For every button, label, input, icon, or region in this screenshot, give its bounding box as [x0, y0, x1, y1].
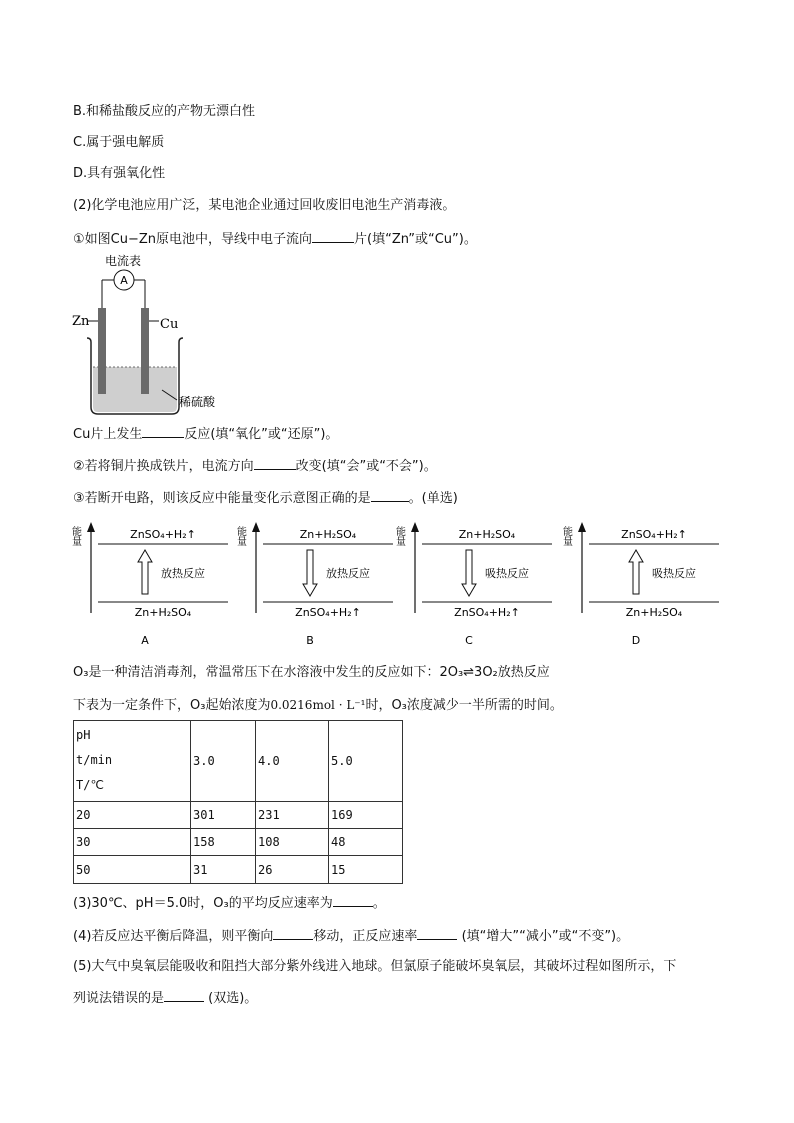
energy-axis-label: 能量: [393, 526, 405, 546]
q2-intro: (2)化学电池应用广泛，某电池企业通过回收废旧电池生产消毒液。: [73, 198, 456, 213]
energy-axis-label: 能量: [69, 526, 81, 546]
energy-diagram-a: [70, 522, 229, 647]
arrow-up-icon: [138, 550, 152, 594]
cu-label: Cu: [160, 317, 179, 332]
header-time: t/min: [76, 753, 113, 767]
q2-sub1-text-a: ①如图Cu−Zn原电池中，导线中电子流向: [73, 232, 313, 247]
time-cell: 26: [256, 856, 329, 884]
answer-blank[interactable]: [273, 926, 313, 940]
energy-diagram-b: [235, 522, 394, 647]
bottom-species-label: Zn+H₂SO₄: [134, 606, 192, 619]
q4-text-b: 移动，正反应速率: [313, 929, 418, 944]
reaction-type-label: 吸热反应: [652, 567, 696, 580]
answer-blank[interactable]: [164, 988, 204, 1002]
top-species-label: ZnSO₄+H₂↑: [130, 528, 196, 541]
energy-diagram-d: [561, 522, 720, 647]
energy-axis-label: 能量: [234, 526, 246, 546]
option-b: B.和稀盐酸反应的产物无漂白性: [73, 104, 256, 119]
option-label: C: [465, 634, 473, 647]
q2-sub2-text-b: 改变(填“会”或“不会”)。: [295, 459, 437, 474]
answer-blank[interactable]: [371, 488, 409, 502]
q4-text-c: (填“增大”“减小”或“不变”)。: [457, 929, 630, 944]
table-intro-a: 下表为一定条件下，O₃起始浓度为: [73, 698, 271, 713]
arrow-up-icon: [629, 550, 643, 594]
time-cell: 231: [256, 802, 329, 829]
answer-blank[interactable]: [417, 926, 457, 940]
q5-text-a: 列说法错误的是: [73, 991, 165, 1006]
q2-sub3-text-a: ③若断开电路，则该反应中能量变化示意图正确的是: [73, 491, 371, 506]
time-cell: 108: [256, 829, 329, 856]
answer-blank[interactable]: [142, 424, 184, 438]
ozone-halflife-table: [73, 720, 403, 884]
top-species-label: Zn+H₂SO₄: [299, 528, 357, 541]
solution-label: 稀硫酸: [179, 395, 216, 409]
q2-sub2-text-a: ②若将铜片换成铁片，电流方向: [73, 459, 254, 474]
q3-text-b: 。: [372, 896, 386, 911]
ph-header-cell: 3.0: [191, 721, 256, 802]
q4-question: [73, 926, 629, 946]
time-cell: 48: [329, 829, 403, 856]
ammeter-symbol: A: [120, 274, 128, 287]
ammeter-label: 电流表: [105, 254, 142, 268]
answer-blank[interactable]: [333, 893, 373, 907]
option-label: A: [141, 634, 149, 647]
table-row: [74, 829, 403, 856]
q5-text-b: (双选)。: [204, 991, 258, 1006]
temp-cell: 50: [74, 856, 191, 884]
bottom-species-label: ZnSO₄+H₂↑: [295, 606, 361, 619]
q2-cu-question: [73, 424, 338, 444]
galvanic-cell-diagram: [70, 250, 250, 420]
table-row: [74, 802, 403, 829]
q5-line2: [73, 988, 257, 1008]
option-label: B: [306, 634, 314, 647]
q3-question: [73, 893, 386, 913]
time-cell: 301: [191, 802, 256, 829]
q2-sub1: [73, 229, 477, 249]
q2-sub2: [73, 456, 437, 476]
arrow-down-icon: [462, 550, 476, 596]
temp-cell: 20: [74, 802, 191, 829]
bottom-species-label: Zn+H₂SO₄: [625, 606, 683, 619]
table-corner-header: [74, 721, 191, 802]
table-row: [74, 856, 403, 884]
energy-diagram-c: [394, 522, 553, 647]
time-cell: 169: [329, 802, 403, 829]
top-species-label: ZnSO₄+H₂↑: [621, 528, 687, 541]
q3-text-a: (3)30℃、pH＝5.0时，O₃的平均反应速率为: [73, 896, 333, 911]
q2-sub3-text-b: 。(单选): [408, 491, 458, 506]
cu-electrode: [141, 308, 149, 394]
initial-concentration: 0.0216mol · L⁻¹: [270, 698, 366, 712]
cu-text-a: Cu片上发生: [73, 427, 143, 442]
header-ph: pH: [76, 728, 91, 742]
arrow-down-icon: [303, 550, 317, 596]
bottom-species-label: ZnSO₄+H₂↑: [454, 606, 520, 619]
option-c: C.属于强电解质: [73, 135, 165, 150]
cu-text-b: 反应(填“氧化”或“还原”)。: [184, 427, 339, 442]
zn-electrode: [98, 308, 106, 394]
reaction-type-label: 放热反应: [161, 567, 205, 580]
energy-axis-label: 能量: [560, 526, 572, 546]
q2-sub1-text-b: 片(填“Zn”或“Cu”)。: [354, 232, 477, 247]
time-cell: 15: [329, 856, 403, 884]
q4-text-a: (4)若反应达平衡后降温，则平衡向: [73, 929, 274, 944]
q2-sub3: [73, 488, 458, 508]
ph-header-cell: 5.0: [329, 721, 403, 802]
zn-label: Zn: [72, 314, 90, 329]
option-label: D: [631, 634, 641, 647]
reaction-type-label: 放热反应: [326, 567, 370, 580]
ph-header-cell: 4.0: [256, 721, 329, 802]
answer-blank[interactable]: [312, 229, 354, 243]
time-cell: 158: [191, 829, 256, 856]
time-cell: 31: [191, 856, 256, 884]
q5-line1: (5)大气中臭氧层能吸收和阻挡大部分紫外线进入地球。但氯原子能破坏臭氧层，其破坏过程如图所示，下: [73, 959, 677, 974]
energy-diagrams: [69, 518, 733, 653]
header-temp: T/℃: [76, 778, 104, 792]
option-d: D.具有强氧化性: [73, 166, 166, 181]
table-intro: [73, 696, 563, 715]
ozone-intro: O₃是一种清洁消毒剂，常温常压下在水溶液中发生的反应如下：2O₃⇌3O₂放热反应: [73, 665, 550, 680]
top-species-label: Zn+H₂SO₄: [458, 528, 516, 541]
temp-cell: 30: [74, 829, 191, 856]
answer-blank[interactable]: [254, 456, 296, 470]
reaction-type-label: 吸热反应: [485, 567, 529, 580]
table-intro-b: 时，O₃浓度减少一半所需的时间。: [365, 698, 563, 713]
